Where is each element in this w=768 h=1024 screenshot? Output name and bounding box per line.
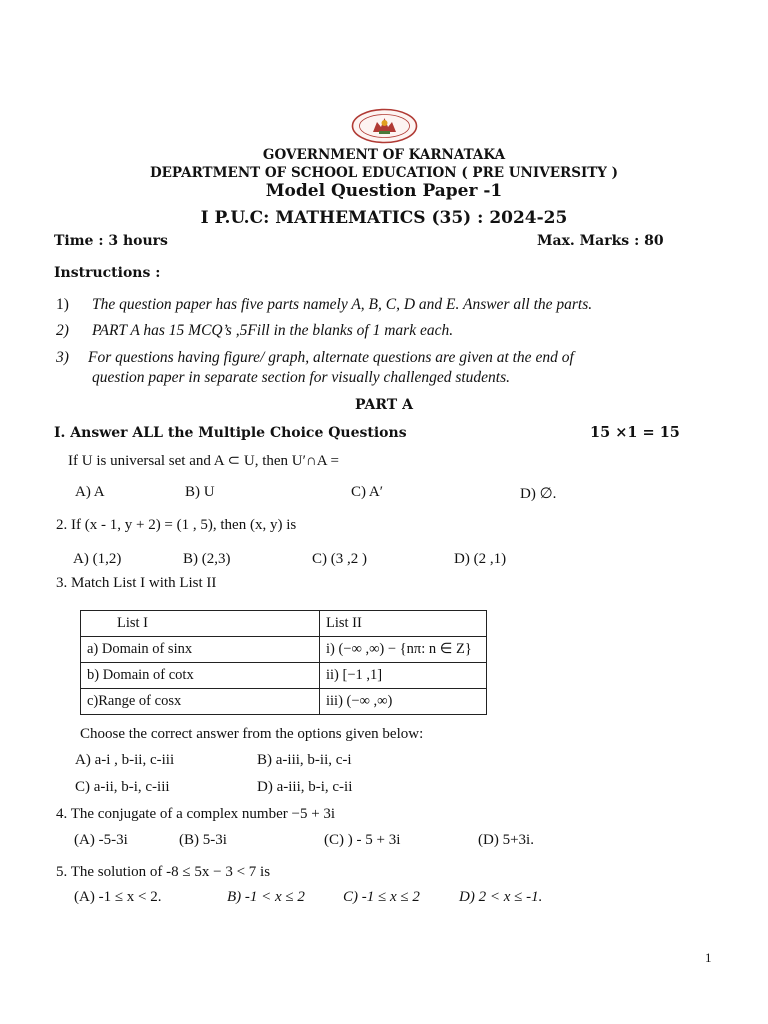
table-row <box>81 663 487 689</box>
table-header-list-2: List II <box>320 611 487 637</box>
instruction-3-number: 3) <box>56 349 69 366</box>
question-2-stem: 2. If (x - 1, y + 2) = (1 , 5), then (x, y) is <box>56 517 297 533</box>
instructions-heading: Instructions : <box>54 265 161 281</box>
question-3-option-b: B) a-iii, b-ii, c-i <box>257 752 352 768</box>
question-4-option-a: (A) -5-3i <box>74 832 128 848</box>
question-5-option-a: (A) -1 ≤ x < 2. <box>74 889 162 905</box>
question-1-option-b: B) U <box>185 484 215 500</box>
question-3-prompt: Choose the correct answer from the options given below: <box>80 726 424 742</box>
instruction-3-text: For questions having figure/ graph, alternate questions are given at the end of <box>88 349 574 366</box>
table-row <box>81 689 487 715</box>
instruction-3-text-continued: question paper in separate section for visually challenged students. <box>92 369 511 386</box>
table-cell: b) Domain of cotx <box>81 663 320 689</box>
instruction-2-text: PART A has 15 MCQ’s ,5Fill in the blanks of 1 mark each. <box>92 322 454 339</box>
question-1-option-a: A) A <box>75 484 105 500</box>
table-row <box>81 637 487 663</box>
question-3-option-c: C) a-ii, b-i, c-iii <box>75 779 170 795</box>
table-cell: a) Domain of sinx <box>81 637 320 663</box>
question-4-option-c: (C) ) - 5 + 3i <box>324 832 401 848</box>
section-heading: I. Answer ALL the Multiple Choice Questions <box>54 425 407 441</box>
question-1-stem: If U is universal set and A ⊂ U, then U′∩A = <box>68 453 339 469</box>
question-4-option-b: (B) 5-3i <box>179 832 227 848</box>
question-2-option-c: C) (3 ,2 ) <box>312 551 367 567</box>
question-3-stem: 3. Match List I with List II <box>56 575 217 591</box>
time-label: Time : 3 hours <box>54 233 168 249</box>
karnataka-emblem <box>351 108 418 144</box>
question-3-option-d: D) a-iii, b-i, c-ii <box>257 779 353 795</box>
paper-title: Model Question Paper -1 <box>265 181 503 201</box>
part-title: PART A <box>355 397 413 413</box>
header-government: GOVERNMENT OF KARNATAKA <box>262 147 506 163</box>
table-cell: i) (−∞ ,∞) − {nπ: n ∈ Z} <box>320 637 487 663</box>
subject-title: I P.U.C: MATHEMATICS (35) : 2024-25 <box>200 208 568 228</box>
question-1-option-d: D) ∅. <box>520 486 557 502</box>
question-4-stem: 4. The conjugate of a complex number −5 + 3i <box>56 806 336 822</box>
question-5-option-b: B) -1 < x ≤ 2 <box>227 889 305 905</box>
max-marks-label: Max. Marks : 80 <box>537 233 664 249</box>
table-header-list-1: List I <box>81 611 320 637</box>
question-3-option-a: A) a-i , b-ii, c-iii <box>75 752 175 768</box>
table-cell: iii) (−∞ ,∞) <box>320 689 487 715</box>
question-2-option-a: A) (1,2) <box>73 551 122 567</box>
question-1-option-c: C) A′ <box>351 484 384 500</box>
question-2-option-b: B) (2,3) <box>183 551 231 567</box>
table-row <box>81 611 487 637</box>
match-table <box>80 610 487 715</box>
question-5-stem: 5. The solution of -8 ≤ 5x − 3 < 7 is <box>56 864 271 880</box>
table-cell: ii) [−1 ,1] <box>320 663 487 689</box>
instruction-1-number: 1) <box>56 296 69 313</box>
instruction-2-number: 2) <box>56 322 69 339</box>
header-department: DEPARTMENT OF SCHOOL EDUCATION ( PRE UNIVERSITY ) <box>149 165 619 181</box>
question-4-option-d: (D) 5+3i. <box>478 832 534 848</box>
section-marks: 15 ×1 = 15 <box>590 424 680 441</box>
instruction-1-text: The question paper has five parts namely A, B, C, D and E. Answer all the parts. <box>92 296 593 313</box>
question-5-option-d: D) 2 < x ≤ -1. <box>459 889 543 905</box>
page-number: 1 <box>705 950 712 965</box>
table-cell: c)Range of cosx <box>81 689 320 715</box>
question-5-option-c: C) -1 ≤ x ≤ 2 <box>343 889 420 905</box>
question-2-option-d: D) (2 ,1) <box>454 551 507 567</box>
